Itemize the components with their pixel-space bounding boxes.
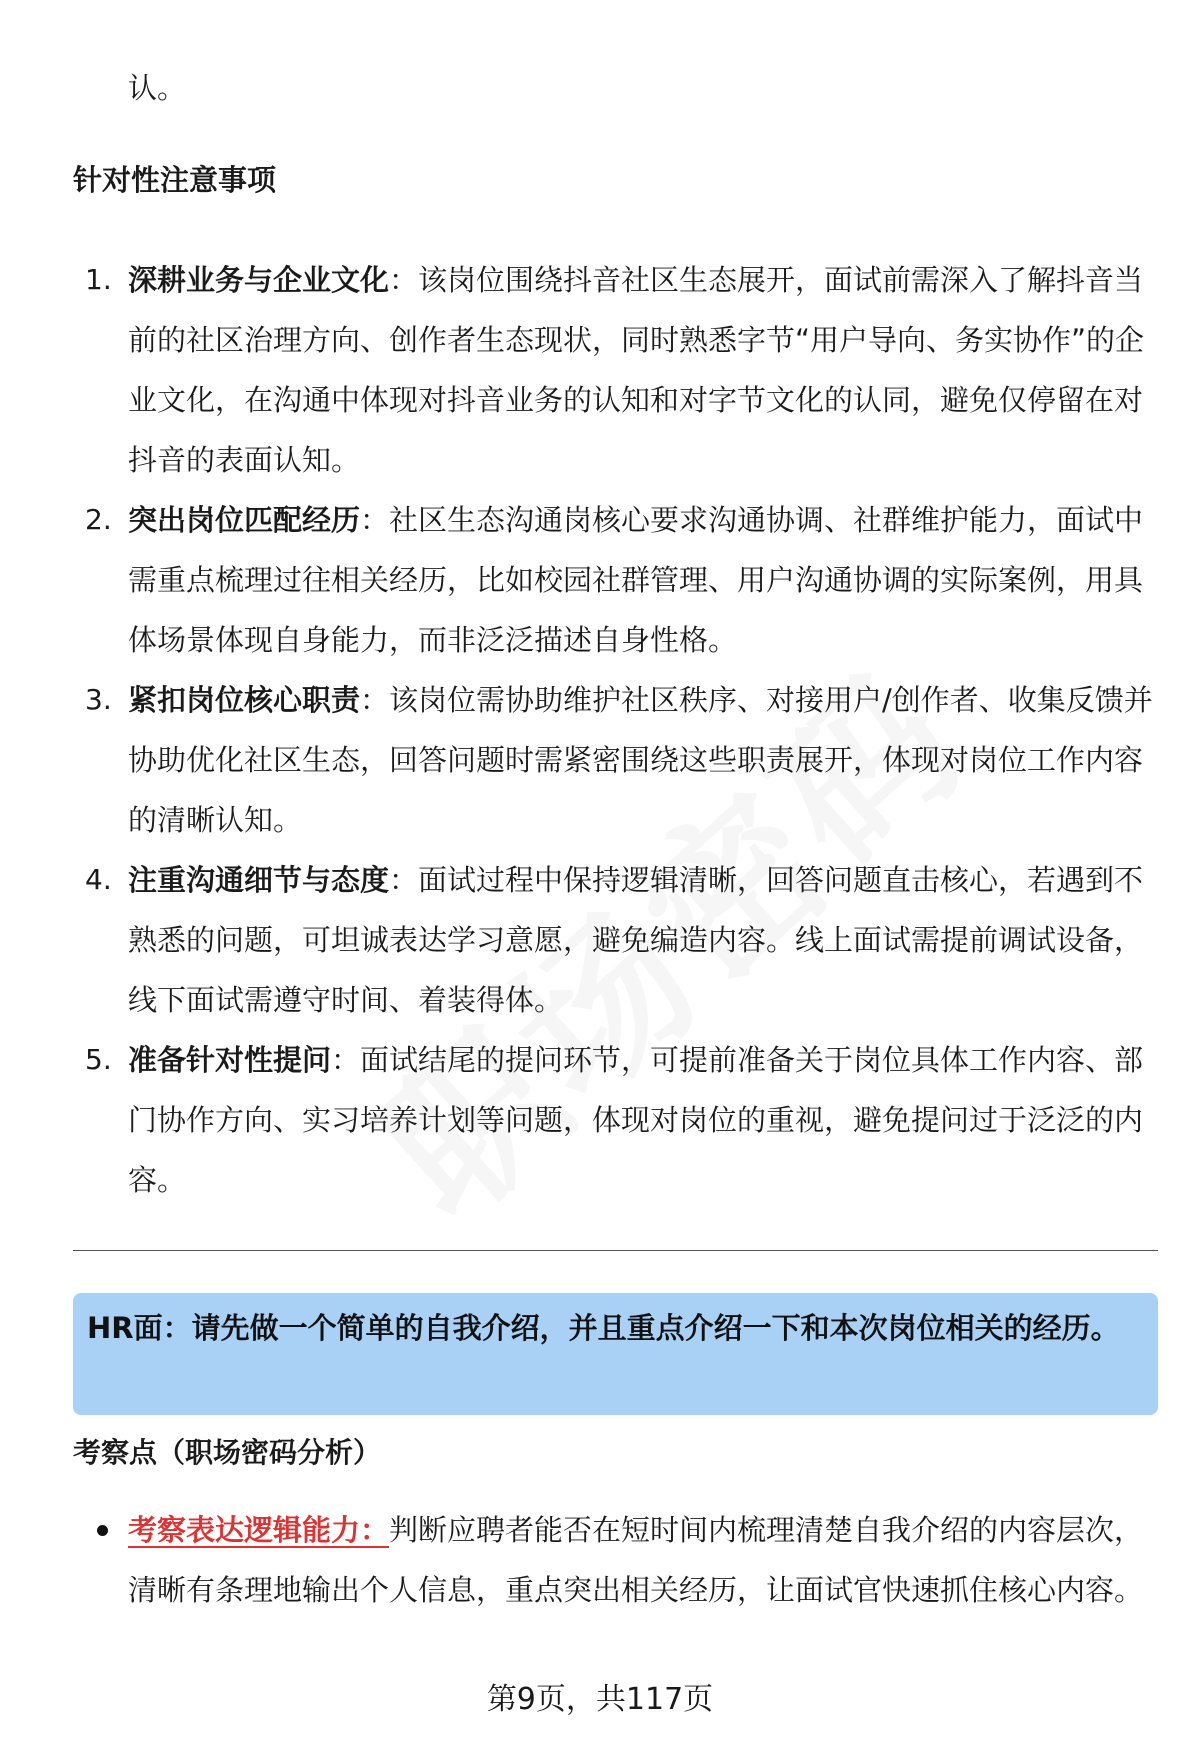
separator: ：: [389, 263, 419, 297]
point-body: 该岗位围绕抖音社区生态展开，面试前需深入了解抖音当前的社区治理方向、创作者生态现状，同时熟悉字节“用户导向、务实协作”的企业文化，在沟通中体现对抖音业务的认知和对字节文化的认同，避免仅停留在对抖音的表面认知。: [128, 263, 1145, 477]
list-item: [73, 1500, 1158, 1620]
point-title: 注重沟通细节与态度: [128, 863, 390, 897]
numbered-list: [73, 250, 1158, 1210]
bullet-icon: [97, 1525, 108, 1536]
horizontal-divider: [73, 1250, 1158, 1251]
point-body: 社区生态沟通岗核心要求沟通协调、社群维护能力，面试中需重点梳理过往相关经历，比如校园社群管理、用户沟通协调的实际案例，用具体场景体现自身能力，而非泛泛描述自身性格。: [128, 503, 1144, 657]
list-number: 1.: [85, 263, 112, 296]
separator: ：: [389, 863, 419, 897]
point-title: 紧扣岗位核心职责: [128, 683, 361, 717]
point-body: 面试过程中保持逻辑清晰，回答问题直击核心，若遇到不熟悉的问题，可坦诚表达学习意愿，避免编造内容。线上面试需提前调试设备，线下面试需遵守时间、着装得体。: [128, 863, 1144, 1017]
separator: ：: [360, 503, 390, 537]
list-number: 3.: [85, 683, 112, 716]
section-heading: 针对性注意事项: [73, 163, 277, 197]
analysis-body: 判断应聘者能否在短时间内梳理清楚自我介绍的内容层次，清晰有条理地输出个人信息，重点突出相关经历，让面试官快速抓住核心内容。: [128, 1513, 1144, 1607]
point-title: 准备针对性提问: [128, 1043, 332, 1077]
list-item: [73, 490, 1158, 670]
separator: ：: [331, 1043, 361, 1077]
separator: ：: [360, 683, 390, 717]
list-item: [73, 670, 1158, 850]
page-footer: 第9页，共117页: [486, 1682, 714, 1717]
analysis-heading: 考察点（职场密码分析）: [73, 1436, 382, 1469]
point-body: 面试结尾的提问环节，可提前准备关于岗位具体工作内容、部门协作方向、实习培养计划等问题，体现对岗位的重视，避免提问过于泛泛的内容。: [128, 1043, 1144, 1197]
list-number: 4.: [85, 863, 112, 896]
point-title: 深耕业务与企业文化: [128, 263, 390, 297]
continuation-text: 认。: [128, 71, 187, 105]
list-item: [73, 1030, 1158, 1210]
list-item: [73, 250, 1158, 490]
analysis-title: 考察表达逻辑能力：: [128, 1513, 390, 1547]
list-item: [73, 850, 1158, 1030]
bullet-list: [73, 1500, 1158, 1620]
point-body: 该岗位需协助维护社区秩序、对接用户/创作者、收集反馈并协助优化社区生态，回答问题时需紧密围绕这些职责展开，体现对岗位工作内容的清晰认知。: [128, 683, 1153, 837]
question-text: HR面：请先做一个简单的自我介绍，并且重点介绍一下和本次岗位相关的经历。: [87, 1311, 1120, 1345]
list-number: 2.: [85, 503, 112, 536]
point-title: 突出岗位匹配经历: [128, 503, 361, 537]
question-box: [73, 1293, 1158, 1415]
list-number: 5.: [85, 1043, 112, 1076]
